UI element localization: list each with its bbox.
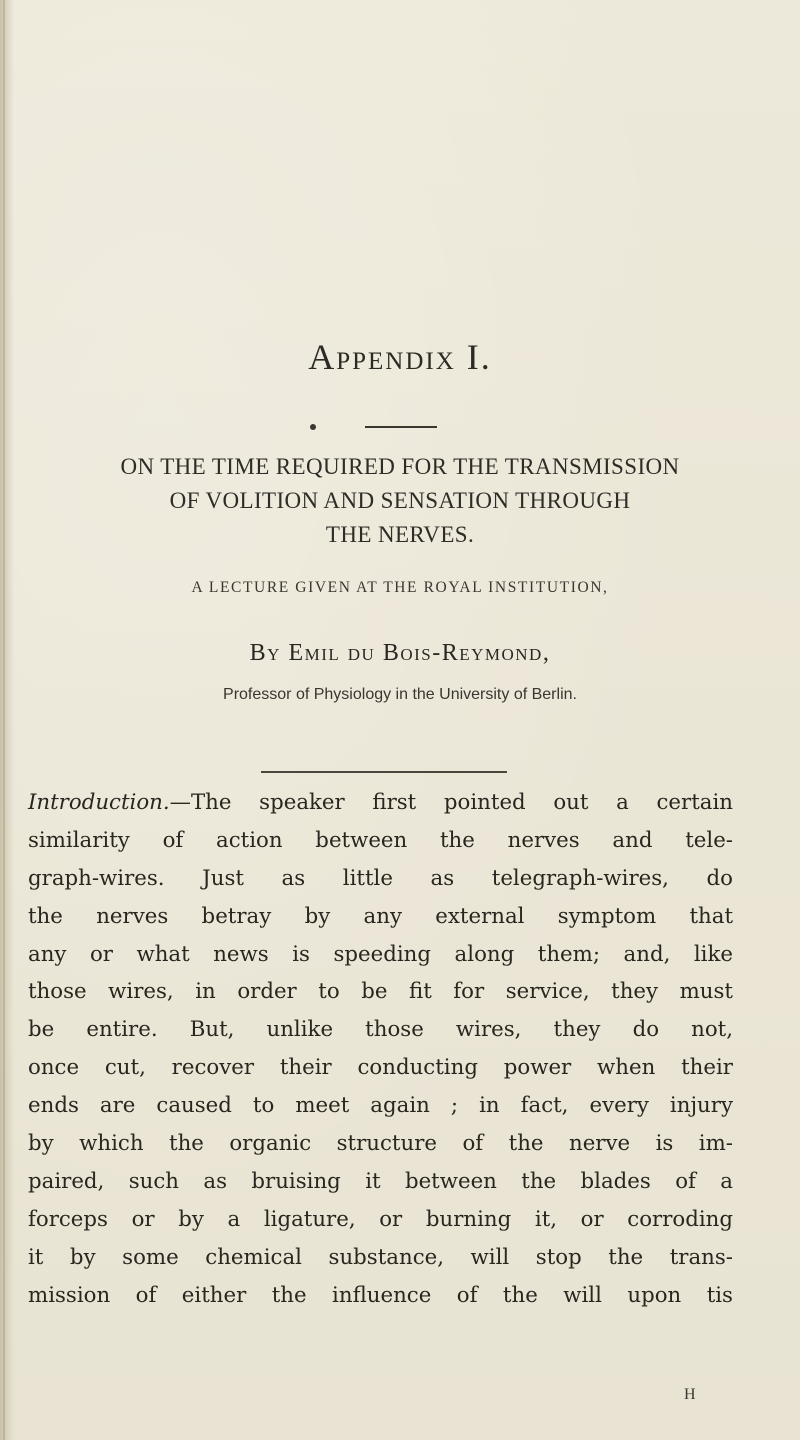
body-paragraph xyxy=(28,784,733,1314)
signature-mark: H xyxy=(684,1386,696,1403)
long-divider-rule xyxy=(261,771,507,773)
author-line: By Emil du Bois-Reymond, xyxy=(249,640,551,666)
title-line-3: THE NERVES. xyxy=(325,522,475,547)
body-line: ends are caused to meet again ; in fact, every injury xyxy=(28,1093,733,1119)
body-line xyxy=(28,784,733,822)
body-line: be entire. But, unlike those wires, they do not, xyxy=(28,1017,733,1043)
body-line: the nerves betray by any external symptom that xyxy=(28,903,733,929)
author-affiliation: Professor of Physiology in the University of Berlin. xyxy=(223,686,577,703)
body-line: paired, such as bruising it between the blades of a xyxy=(28,1168,733,1194)
ink-dot xyxy=(310,424,316,430)
lead-text: —The speaker first pointed out a certain xyxy=(169,790,733,815)
body-line: once cut, recover their conducting power when their xyxy=(28,1055,733,1081)
body-line: mission of either the influence of the will upon tis xyxy=(28,1282,733,1308)
body-line: it by some chemical substance, will stop the trans- xyxy=(28,1244,733,1270)
body-line: any or what news is speeding along them; and, like xyxy=(28,941,733,967)
body-line: those wires, in order to be fit for service, they must xyxy=(28,979,733,1005)
title-line-2: OF VOLITION AND SENSATION THROUGH xyxy=(169,488,631,513)
body-line: forceps or by a ligature, or burning it, or corroding xyxy=(28,1206,733,1232)
short-divider-rule xyxy=(365,426,437,428)
title-line-1: ON THE TIME REQUIRED FOR THE TRANSMISSION xyxy=(120,454,680,479)
appendix-heading: Appendix I. xyxy=(308,337,492,377)
body-line: graph-wires. Just as little as telegraph-wires, do xyxy=(28,865,733,891)
binding-edge xyxy=(3,0,5,1440)
lecture-subtitle: A LECTURE GIVEN AT THE ROYAL INSTITUTION, xyxy=(191,579,609,596)
body-line: by which the organic structure of the nerve is im- xyxy=(28,1131,733,1157)
body-line: similarity of action between the nerves and tele- xyxy=(28,827,733,853)
section-lead: Introduction. xyxy=(28,790,170,815)
